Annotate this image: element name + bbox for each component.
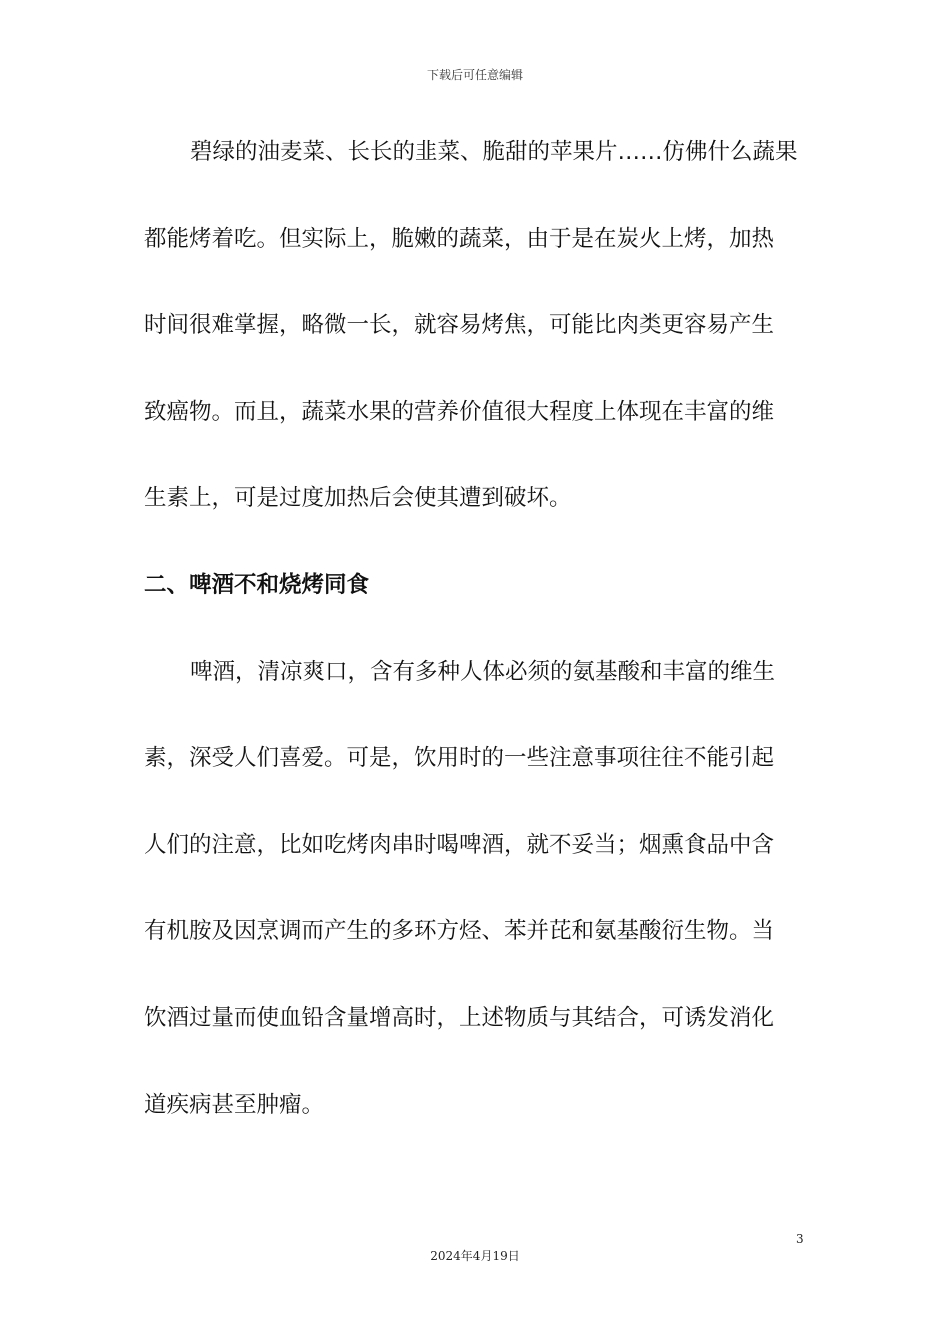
paragraph-2-line-5: 饮酒过量而使血铅含量增高时，上述物质与其结合，可诱发消化 — [144, 1004, 775, 1031]
paragraph-1-line-2: 都能烤着吃。但实际上，脆嫩的蔬菜，由于是在炭火上烤，加热 — [144, 225, 775, 252]
page-number: 3 — [796, 1232, 804, 1246]
paragraph-2-line-2: 素，深受人们喜爱。可是，饮用时的一些注意事项往往不能引起 — [144, 745, 775, 772]
paragraph-1-line-4: 致癌物。而且，蔬菜水果的营养价值很大程度上体现在丰富的维 — [144, 398, 775, 425]
footer-date: 2024年4月19日 — [430, 1249, 520, 1263]
page-header-note: 下载后可任意编辑 — [426, 68, 523, 82]
paragraph-1-line-5: 生素上，可是过度加热后会使其遭到破坏。 — [144, 485, 572, 512]
paragraph-2-line-3: 人们的注意，比如吃烤肉串时喝啤酒，就不妥当；烟熏食品中含 — [144, 831, 775, 858]
paragraph-2-line-1: 啤酒，清凉爽口，含有多种人体必须的氨基酸和丰富的维生 — [190, 658, 776, 685]
section-heading: 二、啤酒不和烧烤同食 — [144, 571, 370, 598]
document-body — [144, 130, 814, 1169]
paragraph-2-line-6: 道疾病甚至肿瘤。 — [144, 1091, 325, 1118]
paragraph-1-line-1: 碧绿的油麦菜、长长的韭菜、脆甜的苹果片……仿佛什么蔬果 — [190, 139, 798, 165]
paragraph-2-line-4: 有机胺及因烹调而产生的多环方烃、苯并芘和氨基酸衍生物。当 — [144, 918, 775, 945]
paragraph-1-line-3: 时间很难掌握，略微一长，就容易烤焦，可能比肉类更容易产生 — [144, 312, 775, 339]
